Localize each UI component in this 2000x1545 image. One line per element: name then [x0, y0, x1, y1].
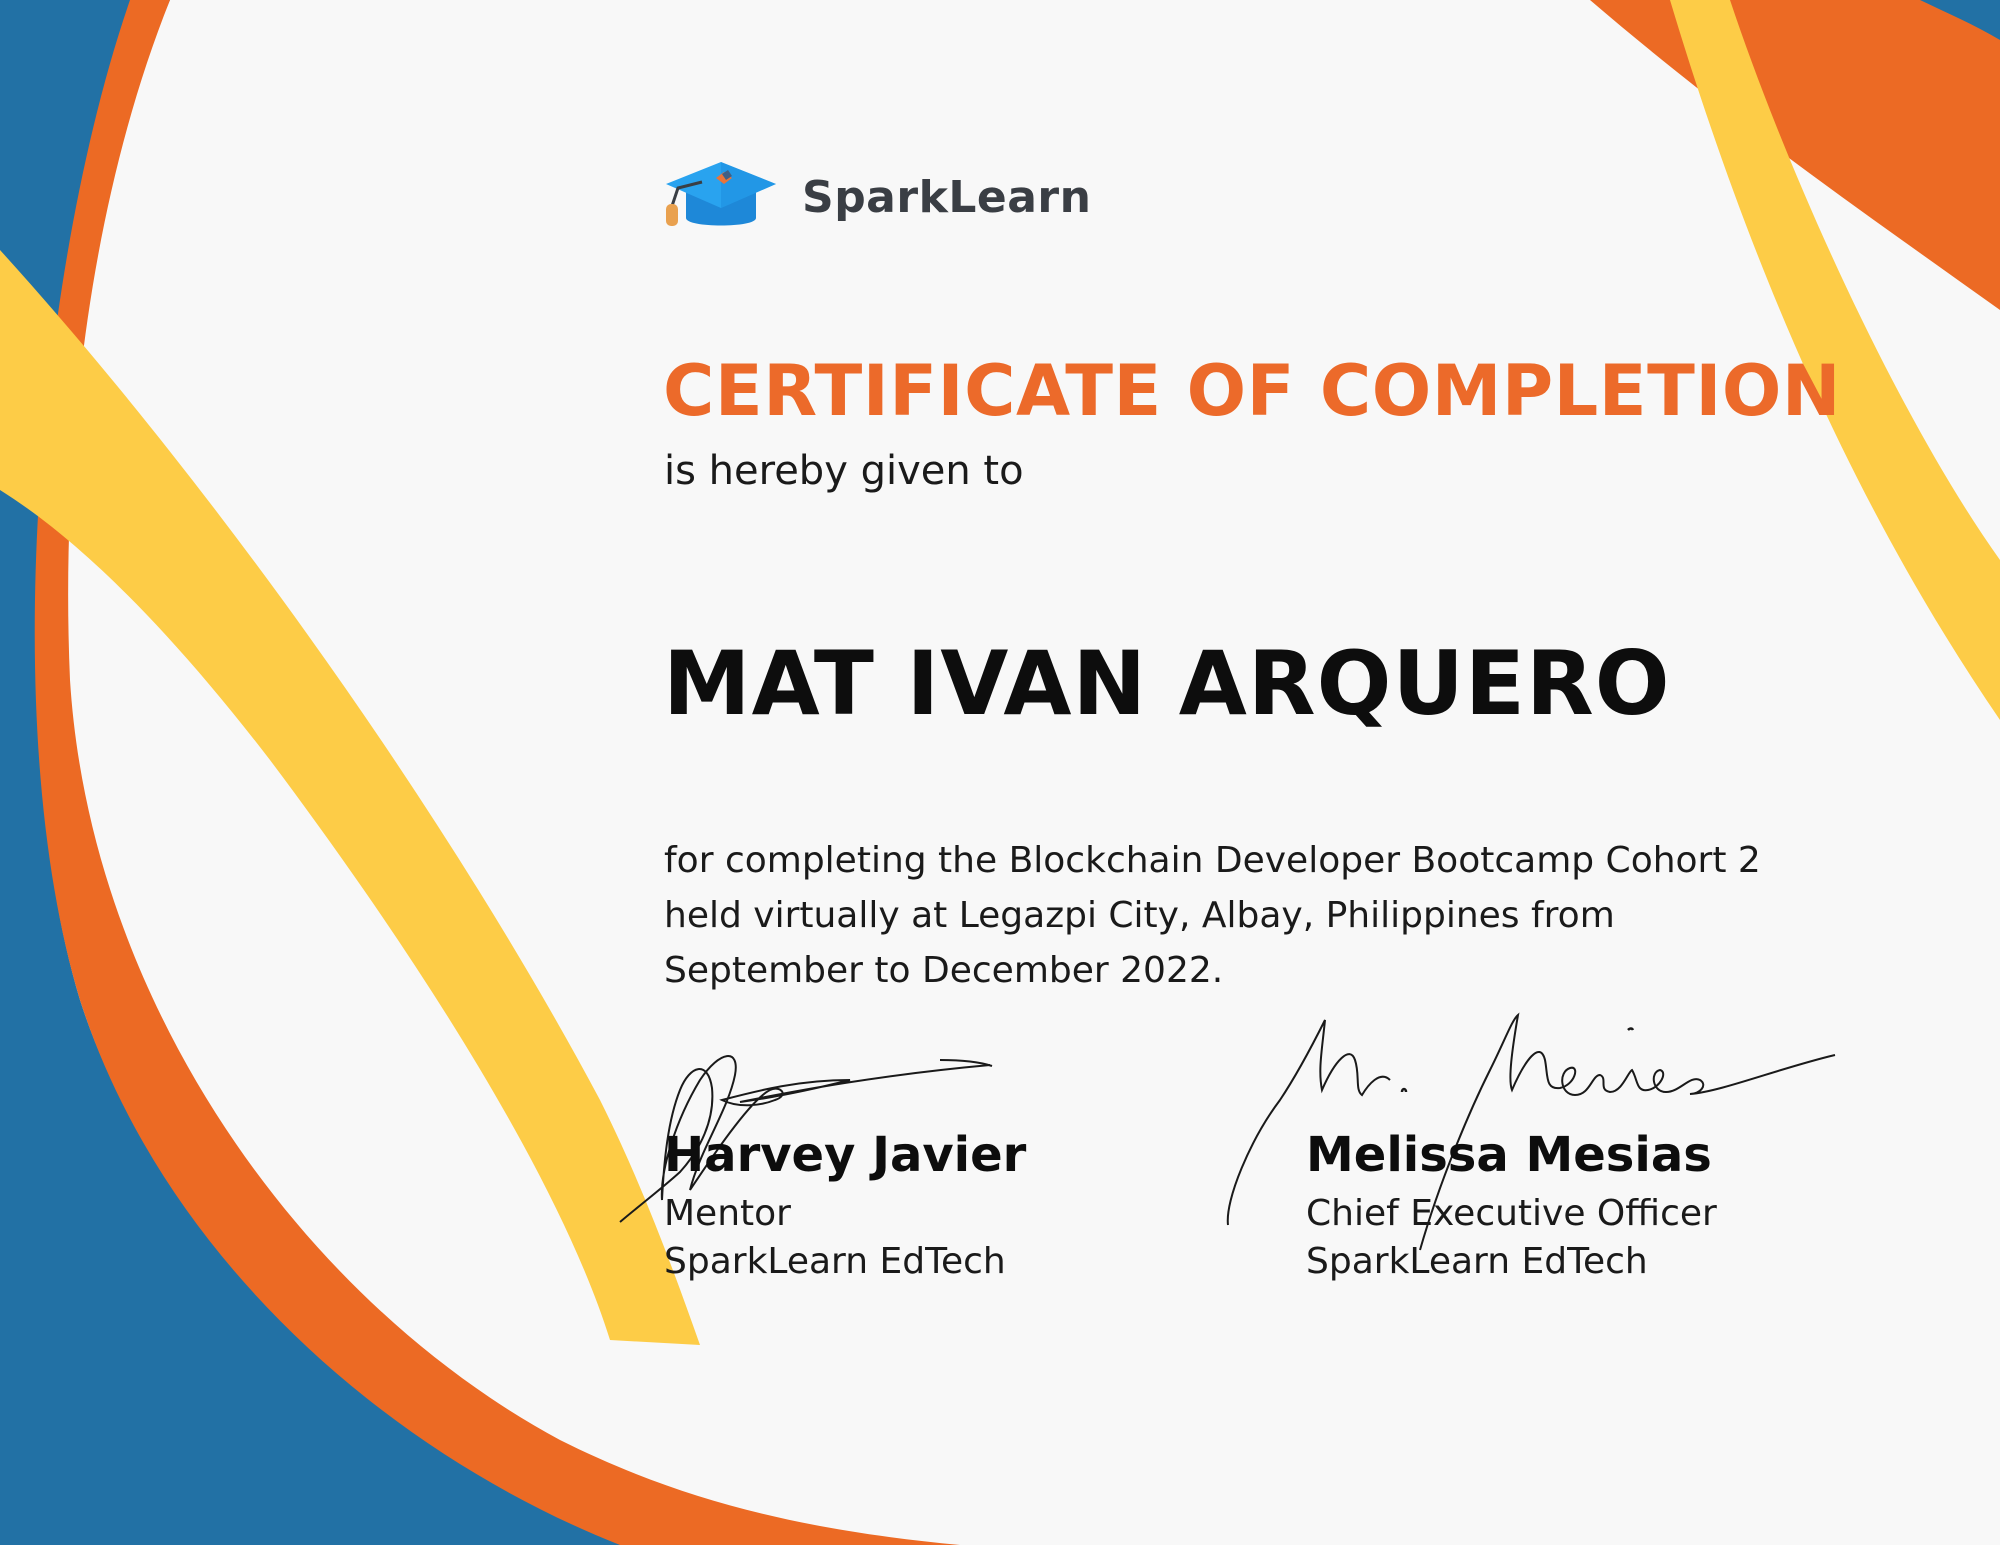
certificate-title: CERTIFICATE OF COMPLETION — [663, 350, 1841, 432]
signer-role: Mentor — [664, 1193, 791, 1234]
brand-logo — [662, 152, 1091, 242]
signer-name: Melissa Mesias — [1306, 1127, 1712, 1183]
signer-name: Harvey Javier — [664, 1127, 1027, 1183]
given-to-text: is hereby given to — [664, 448, 1024, 494]
completion-description: for completing the Blockchain Developer Bootcamp Cohort 2 held virtually at Legazpi City, Albay, Philippines from September to December 2022. — [664, 840, 1761, 991]
signer-block-ceo — [1306, 1120, 1717, 1286]
signer-organization: SparkLearn EdTech — [664, 1241, 1006, 1282]
graduation-cap-icon — [662, 156, 780, 238]
recipient-name: MAT IVAN ARQUERO — [663, 632, 1671, 735]
signer-role: Chief Executive Officer — [1306, 1193, 1717, 1234]
signer-block-mentor — [664, 1120, 1026, 1286]
brand-name: SparkLearn — [802, 171, 1092, 223]
signer-organization: SparkLearn EdTech — [1306, 1241, 1648, 1282]
